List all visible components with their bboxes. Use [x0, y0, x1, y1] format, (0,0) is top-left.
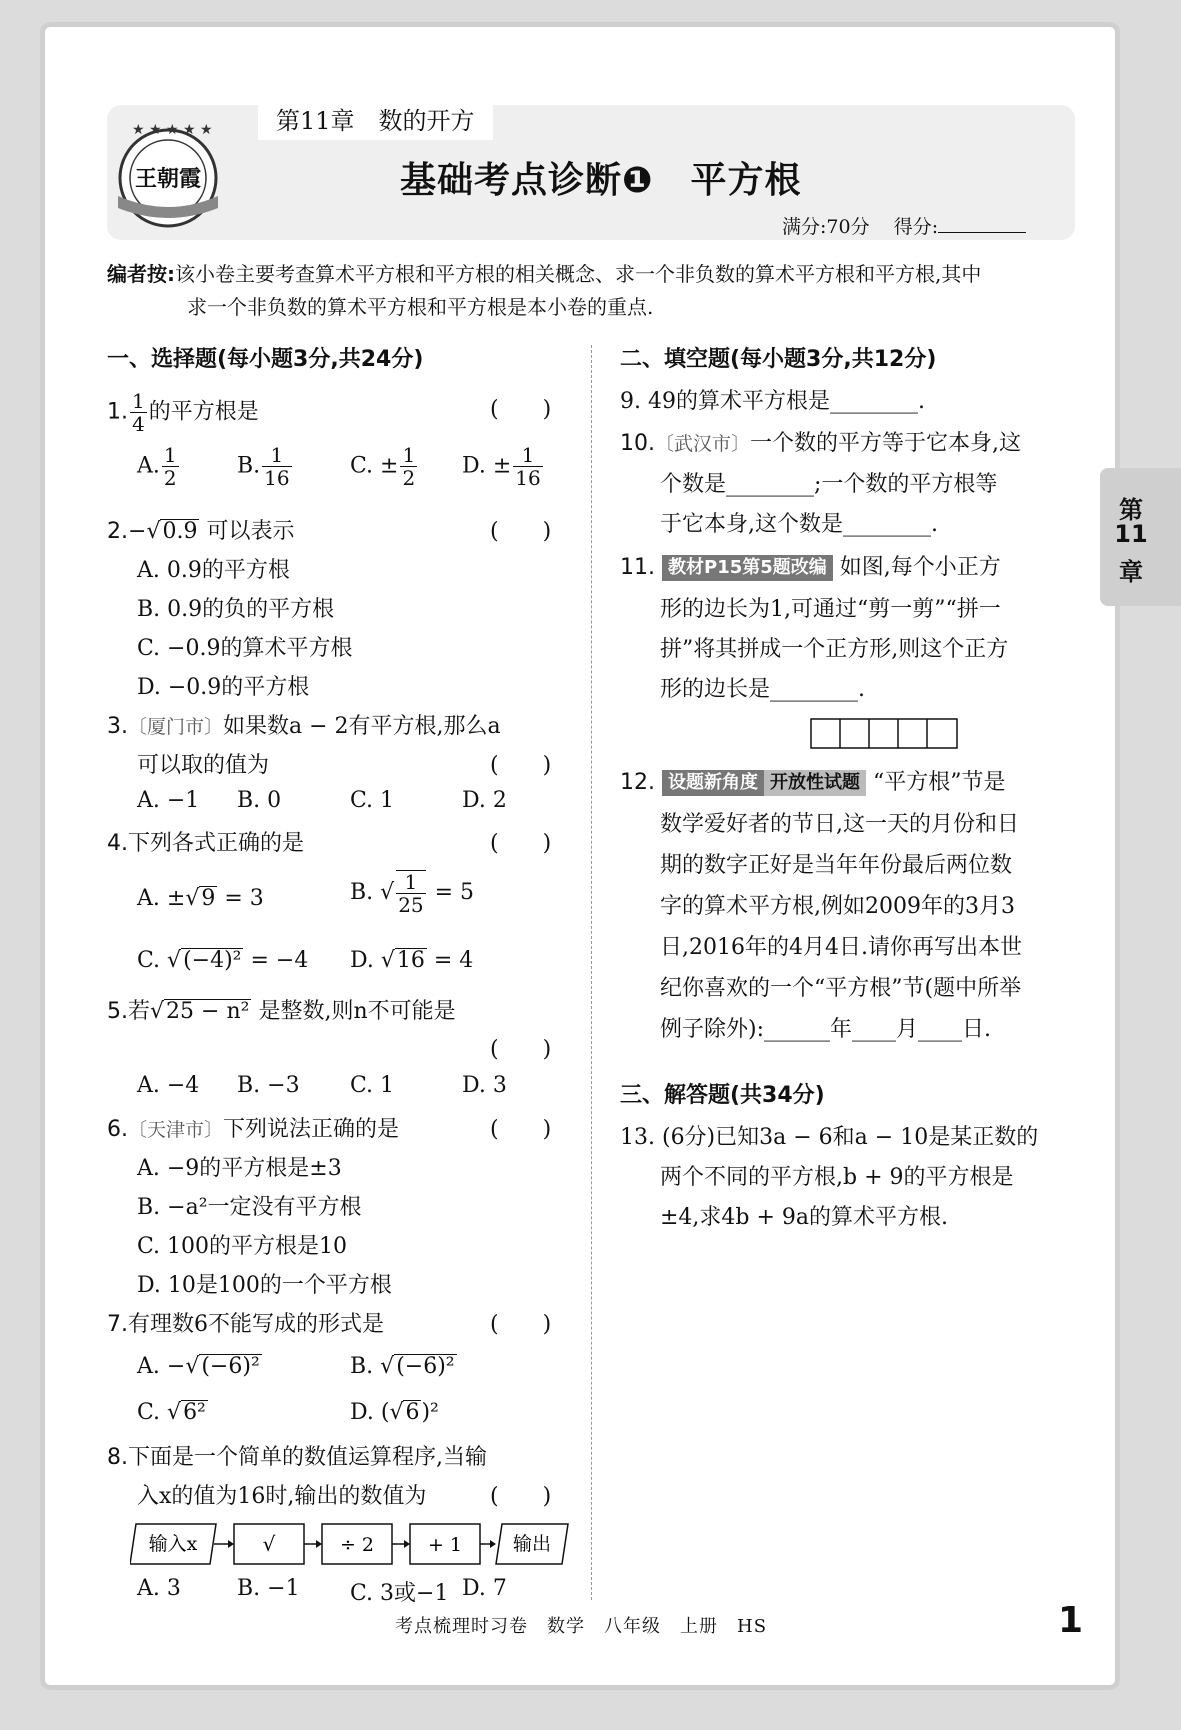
flow-output: 输出 — [512, 1533, 552, 1555]
side-tab-char-1: 第 — [1119, 496, 1143, 524]
question-13-line-2: 两个不同的平方根,b + 9的平方根是 — [660, 1165, 1014, 1190]
question-1: 1. $\frac{1}{4}$ 的平方根是 — [107, 389, 259, 436]
svg-text:★ ★ ★ ★ ★: ★ ★ ★ ★ ★ — [132, 122, 213, 138]
section-choice: 一、选择题(每小题3分,共24分) — [107, 347, 424, 372]
q8-option-a[interactable]: A. 3 — [137, 1576, 181, 1601]
question-13: 13. (6分)已知3a − 6和a − 10是某正数的 — [620, 1125, 1039, 1150]
flow-sqrt: √ — [262, 1532, 276, 1556]
question-10: 10.〔武汉市〕一个数的平方等于它本身,这 — [620, 431, 1022, 456]
question-10-line-3[interactable]: 于它本身,这个数是________. — [660, 512, 938, 537]
q1-option-a[interactable]: A. $\frac{1}{2}$ — [137, 443, 177, 490]
column-divider — [591, 345, 592, 1600]
q1-option-b[interactable]: B. $\frac{1}{16}$ — [237, 443, 290, 490]
side-tab-number: 11 — [1114, 520, 1148, 548]
q6-option-d[interactable]: D. 10是100的一个平方根 — [137, 1273, 392, 1298]
question-12-line-3: 期的数字正好是当年年份最后两位数 — [660, 853, 1013, 878]
question-12-line-4: 字的算术平方根,例如2009年的3月3 — [660, 894, 1015, 919]
question-2: 2.−√0.9 可以表示 — [107, 519, 295, 544]
note-line-2: 求一个非负数的算术平方根和平方根是本小卷的重点. — [187, 295, 654, 319]
note-line-1: 该小卷主要考查算术平方根和平方根的相关概念、求一个非负数的算术平方根和平方根,其中 — [175, 262, 982, 286]
question-10-line-2[interactable]: 个数是________;一个数的平方根等 — [660, 472, 998, 497]
note-label: 编者按: — [107, 262, 175, 286]
q8-option-d[interactable]: D. 7 — [462, 1576, 507, 1601]
score-label: 得分: — [893, 216, 939, 238]
q4-option-c[interactable]: C. √(−4)² = −4 — [137, 948, 309, 973]
section-fill: 二、填空题(每小题3分,共12分) — [620, 347, 937, 372]
q1-option-c[interactable]: C. ± $\frac{1}{2}$ — [350, 443, 416, 490]
q4-option-b[interactable]: B. √ $\frac{1}{25}$ = 5 — [350, 870, 475, 917]
question-12-line-2: 数学爱好者的节日,这一天的月份和日 — [660, 812, 1019, 837]
question-6: 6.〔天津市〕下列说法正确的是 — [107, 1117, 400, 1142]
brand-logo — [108, 118, 228, 230]
page-number: 1 — [1058, 1600, 1084, 1641]
page-title: 基础考点诊断❶ 平方根 — [400, 160, 802, 201]
q3-option-c[interactable]: C. 1 — [350, 788, 395, 813]
q2-option-a[interactable]: A. 0.9的平方根 — [137, 558, 290, 583]
question-12-line-5: 日,2016年的4月4日.请你再写出本世 — [660, 935, 1022, 960]
flowchart — [130, 1520, 570, 1570]
chapter-label: 第11章 数的开方 — [258, 102, 493, 140]
question-7: 7.有理数6不能写成的形式是 — [107, 1312, 384, 1337]
question-11-line-2: 形的边长为1,可通过“剪一剪”“拼一 — [660, 597, 1001, 622]
q7-option-c[interactable]: C. √6² — [137, 1400, 206, 1425]
open-question-tag: 开放性试题 — [764, 770, 866, 796]
q4-option-a[interactable]: A. ±√9 = 3 — [137, 886, 264, 911]
flow-input: 输入x — [148, 1533, 198, 1555]
q3-option-b[interactable]: B. 0 — [237, 788, 282, 813]
q5-option-d[interactable]: D. 3 — [462, 1073, 507, 1098]
chapter-side-tab[interactable] — [1100, 468, 1181, 606]
q7-option-b[interactable]: B. √(−6)² — [350, 1354, 455, 1379]
full-score: 满分:70分 — [782, 216, 870, 238]
footer-text: 考点梳理时习卷 数学 八年级 上册 HS — [395, 1616, 768, 1637]
question-11-line-3: 拼”将其拼成一个正方形,则这个正方 — [660, 637, 1009, 662]
question-13-line-3: ±4,求4b + 9a的算术平方根. — [660, 1205, 949, 1230]
flow-divide: ÷ 2 — [339, 1534, 375, 1556]
flow-add: + 1 — [427, 1534, 463, 1556]
question-8-cont: 入x的值为16时,输出的数值为 — [137, 1484, 427, 1509]
score-line — [782, 212, 1026, 239]
question-3: 3.〔厦门市〕如果数a − 2有平方根,那么a — [107, 714, 501, 739]
section-solve: 三、解答题(共34分) — [620, 1083, 825, 1108]
q8-option-b[interactable]: B. −1 — [237, 1576, 300, 1601]
q6-option-b[interactable]: B. −a²一定没有平方根 — [137, 1195, 362, 1220]
answer-paren-6[interactable]: ( ) — [490, 1117, 552, 1142]
answer-paren-3[interactable]: ( ) — [490, 753, 552, 778]
editor-note — [107, 258, 1077, 324]
question-5: 5.若√25 − n² 是整数,则n不可能是 — [107, 999, 456, 1024]
question-4: 4.下列各式正确的是 — [107, 831, 305, 856]
svg-text:王朝霞: 王朝霞 — [134, 166, 202, 192]
answer-paren-4[interactable]: ( ) — [490, 831, 552, 856]
question-9[interactable]: 9. 49的算术平方根是________. — [620, 389, 925, 414]
question-11-line-4[interactable]: 形的边长是________. — [660, 677, 865, 702]
q4-option-d[interactable]: D. √16 = 4 — [350, 948, 474, 973]
new-angle-tag: 设题新角度 — [662, 770, 764, 796]
q7-option-a[interactable]: A. −√(−6)² — [137, 1354, 260, 1379]
question-8: 8.下面是一个简单的数值运算程序,当输 — [107, 1445, 487, 1470]
q7-option-d[interactable]: D. (√6)² — [350, 1400, 439, 1425]
question-3-cont: 可以取的值为 — [137, 753, 270, 778]
q6-option-a[interactable]: A. −9的平方根是±3 — [137, 1156, 342, 1181]
q5-option-a[interactable]: A. −4 — [137, 1073, 200, 1098]
answer-paren-5[interactable]: ( ) — [490, 1037, 552, 1062]
q2-option-d[interactable]: D. −0.9的平方根 — [137, 675, 310, 700]
score-blank[interactable] — [938, 214, 1026, 233]
q5-option-c[interactable]: C. 1 — [350, 1073, 395, 1098]
question-12-line-6: 纪你喜欢的一个“平方根”节(题中所举 — [660, 976, 1022, 1001]
answer-paren-7[interactable]: ( ) — [490, 1312, 552, 1337]
answer-paren-1[interactable]: ( ) — [490, 397, 552, 422]
squares-figure — [810, 718, 960, 750]
q3-option-a[interactable]: A. −1 — [137, 788, 200, 813]
q2-option-c[interactable]: C. −0.9的算术平方根 — [137, 636, 353, 661]
source-tag: 教材P15第5题改编 — [662, 555, 833, 581]
q8-option-c[interactable]: C. 3或−1 — [350, 1581, 449, 1606]
side-tab-char-2: 章 — [1119, 558, 1143, 586]
question-12: 12. 设题新角度 开放性试题 “平方根”节是 — [620, 770, 1006, 795]
q3-option-d[interactable]: D. 2 — [462, 788, 507, 813]
question-12-line-7[interactable]: 例子除外):______年____月____日. — [660, 1017, 991, 1042]
answer-paren-2[interactable]: ( ) — [490, 519, 552, 544]
question-11: 11. 教材P15第5题改编 如图,每个小正方 — [620, 555, 1001, 580]
q5-option-b[interactable]: B. −3 — [237, 1073, 300, 1098]
answer-paren-8[interactable]: ( ) — [490, 1484, 552, 1509]
q6-option-c[interactable]: C. 100的平方根是10 — [137, 1234, 348, 1259]
q2-option-b[interactable]: B. 0.9的负的平方根 — [137, 597, 335, 622]
q1-option-d[interactable]: D. ± $\frac{1}{16}$ — [462, 443, 541, 490]
